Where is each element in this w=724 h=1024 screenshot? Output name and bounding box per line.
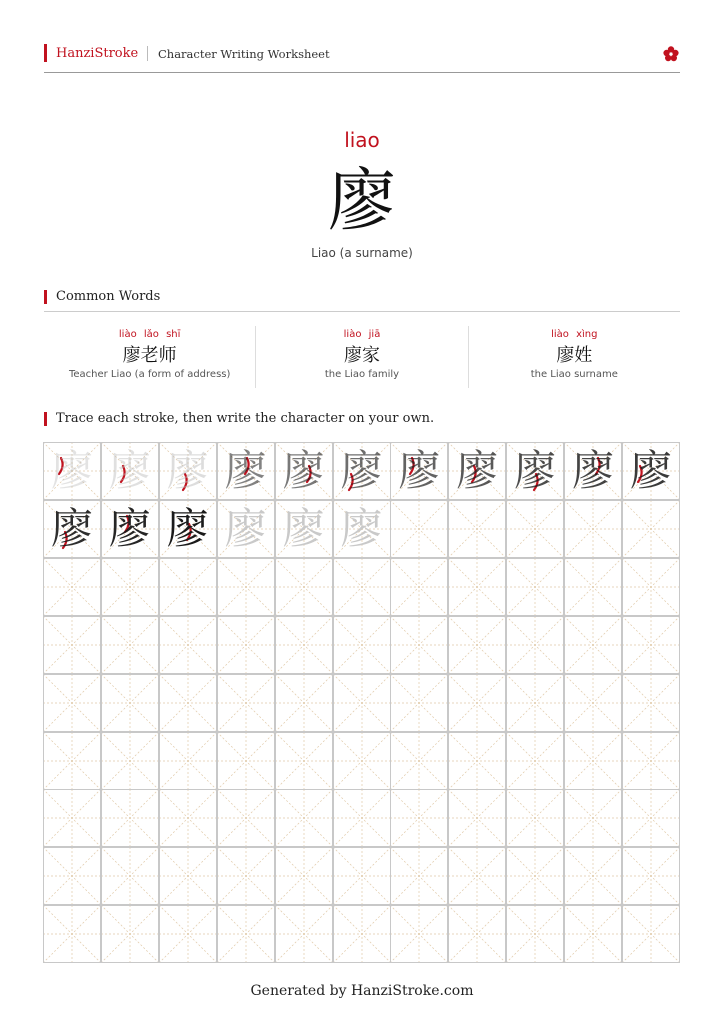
cell-guide-lines — [275, 558, 333, 616]
cell-guide-lines — [506, 500, 564, 558]
practice-cell[interactable] — [333, 674, 391, 732]
practice-cell[interactable] — [101, 674, 159, 732]
cell-guide-lines — [333, 847, 391, 905]
stroke-step-character: 廖 — [166, 503, 209, 553]
cell-guide-lines — [333, 905, 391, 963]
cell-guide-lines — [448, 616, 506, 674]
cell-guide-lines — [622, 616, 680, 674]
cell-guide-lines — [448, 789, 506, 847]
common-words-title: Common Words — [56, 289, 161, 304]
cell-guide-lines — [390, 789, 448, 847]
cell-guide-lines — [159, 674, 217, 732]
word-hanzi: 廖家 — [343, 345, 380, 366]
cell-guide-lines — [217, 732, 275, 790]
practice-cell[interactable] — [622, 905, 680, 963]
cell-guide-lines — [43, 616, 101, 674]
cell-guide-lines — [159, 616, 217, 674]
practice-cell[interactable] — [506, 500, 564, 558]
practice-cell[interactable] — [101, 732, 159, 790]
stroke-step-character: 廖 — [629, 446, 672, 495]
stroke-step-character: 廖 — [224, 446, 267, 495]
practice-cell[interactable] — [159, 616, 217, 674]
practice-cell[interactable] — [275, 616, 333, 674]
page-header — [44, 44, 680, 64]
cell-guide-lines — [506, 847, 564, 905]
practice-cell[interactable] — [506, 558, 564, 616]
common-words-list — [44, 326, 680, 388]
cell-guide-lines — [101, 789, 159, 847]
practice-cell[interactable] — [448, 674, 506, 732]
practice-cell[interactable] — [43, 558, 101, 616]
word-item — [468, 326, 680, 388]
cell-guide-lines — [101, 905, 159, 963]
practice-cell[interactable] — [506, 442, 564, 500]
cell-guide-lines — [390, 616, 448, 674]
cell-guide-lines — [43, 732, 101, 790]
cell-guide-lines — [159, 558, 217, 616]
practice-cell[interactable] — [217, 558, 275, 616]
character-meaning: Liao (a surname) — [311, 246, 413, 260]
practice-cell[interactable] — [622, 847, 680, 905]
practice-cell[interactable] — [101, 789, 159, 847]
practice-cell[interactable] — [159, 847, 217, 905]
practice-cell[interactable] — [217, 616, 275, 674]
practice-cell[interactable] — [564, 442, 622, 500]
header-accent-bar — [44, 44, 47, 62]
cell-guide-lines — [101, 558, 159, 616]
practice-cell[interactable] — [506, 674, 564, 732]
cell-guide-lines — [275, 732, 333, 790]
practice-cell[interactable] — [217, 905, 275, 963]
practice-cell[interactable] — [275, 500, 333, 558]
cell-guide-lines — [101, 847, 159, 905]
cell-guide-lines — [275, 905, 333, 963]
practice-cell[interactable] — [43, 905, 101, 963]
word-item — [44, 326, 255, 388]
stroke-step-character: 廖 — [572, 446, 615, 495]
practice-cell[interactable] — [448, 847, 506, 905]
practice-cell[interactable] — [275, 905, 333, 963]
cell-guide-lines — [390, 905, 448, 963]
practice-cell[interactable] — [448, 442, 506, 500]
practice-cell[interactable] — [333, 789, 391, 847]
cell-guide-lines — [622, 905, 680, 963]
practice-cell[interactable] — [275, 442, 333, 500]
word-pinyin: liào xìng — [551, 329, 598, 340]
cell-guide-lines — [43, 905, 101, 963]
cell-guide-lines — [159, 905, 217, 963]
cell-guide-lines — [506, 789, 564, 847]
header-separator — [147, 46, 148, 61]
worksheet-subtitle: Character Writing Worksheet — [158, 47, 330, 61]
practice-cell[interactable] — [506, 847, 564, 905]
practice-cell[interactable] — [333, 558, 391, 616]
cell-guide-lines — [390, 847, 448, 905]
cell-guide-lines — [448, 732, 506, 790]
plum-blossom-icon — [662, 45, 680, 63]
word-hanzi: 廖老师 — [122, 345, 177, 366]
practice-grid — [43, 442, 680, 964]
practice-cell[interactable] — [622, 558, 680, 616]
practice-cell[interactable] — [101, 500, 159, 558]
practice-cell[interactable] — [622, 789, 680, 847]
practice-cell[interactable] — [622, 500, 680, 558]
brand-name: HanziStroke — [56, 46, 139, 61]
practice-cell[interactable] — [390, 905, 448, 963]
practice-cell[interactable] — [159, 732, 217, 790]
cell-guide-lines — [159, 847, 217, 905]
cell-guide-lines — [333, 789, 391, 847]
character-pinyin: liao — [344, 128, 380, 152]
cell-guide-lines — [564, 674, 622, 732]
word-english: Teacher Liao (a form of address) — [68, 369, 231, 380]
practice-cell[interactable] — [390, 558, 448, 616]
practice-cell[interactable] — [333, 616, 391, 674]
cell-guide-lines — [333, 616, 391, 674]
stroke-step-character: 廖 — [340, 446, 383, 495]
practice-cell[interactable] — [390, 789, 448, 847]
practice-cell[interactable] — [622, 732, 680, 790]
cell-guide-lines — [217, 905, 275, 963]
practice-cell[interactable] — [333, 442, 391, 500]
practice-cell[interactable] — [101, 847, 159, 905]
practice-cell[interactable] — [333, 847, 391, 905]
practice-cell[interactable] — [159, 558, 217, 616]
practice-cell[interactable] — [390, 732, 448, 790]
word-item — [255, 326, 467, 388]
cell-guide-lines — [43, 847, 101, 905]
cell-guide-lines — [622, 789, 680, 847]
practice-cell[interactable] — [43, 442, 101, 500]
cell-guide-lines — [506, 905, 564, 963]
practice-cell[interactable] — [333, 500, 391, 558]
cell-guide-lines — [564, 616, 622, 674]
cell-guide-lines — [390, 558, 448, 616]
cell-guide-lines — [101, 616, 159, 674]
practice-cell[interactable] — [506, 616, 564, 674]
practice-cell[interactable] — [448, 905, 506, 963]
practice-cell[interactable] — [564, 558, 622, 616]
practice-cell[interactable] — [159, 789, 217, 847]
practice-cell[interactable] — [564, 789, 622, 847]
cell-guide-lines — [448, 905, 506, 963]
practice-cell[interactable] — [390, 847, 448, 905]
cell-guide-lines — [506, 674, 564, 732]
trace-character: 廖 — [340, 503, 383, 553]
stroke-step-character: 廖 — [514, 446, 557, 495]
practice-cell[interactable] — [217, 847, 275, 905]
cell-guide-lines — [564, 558, 622, 616]
stroke-step-character: 廖 — [108, 446, 151, 495]
practice-cell[interactable] — [506, 789, 564, 847]
practice-cell[interactable] — [275, 558, 333, 616]
cell-guide-lines — [622, 500, 680, 558]
stroke-step-character: 廖 — [456, 446, 499, 495]
practice-cell[interactable] — [275, 847, 333, 905]
practice-cell[interactable] — [333, 732, 391, 790]
cell-guide-lines — [622, 847, 680, 905]
stroke-step-character: 廖 — [166, 446, 209, 495]
cell-guide-lines — [43, 674, 101, 732]
practice-cell[interactable] — [333, 905, 391, 963]
cell-guide-lines — [333, 558, 391, 616]
stroke-step-character: 廖 — [50, 503, 93, 553]
practice-cell[interactable] — [622, 442, 680, 500]
cell-guide-lines — [564, 500, 622, 558]
cell-guide-lines — [217, 616, 275, 674]
cell-guide-lines — [622, 674, 680, 732]
cell-guide-lines — [564, 789, 622, 847]
cell-guide-lines — [390, 732, 448, 790]
practice-cell[interactable] — [275, 732, 333, 790]
practice-cell[interactable] — [275, 789, 333, 847]
word-pinyin: liào lǎo shī — [118, 329, 181, 340]
cell-guide-lines — [448, 674, 506, 732]
practice-cell[interactable] — [101, 616, 159, 674]
practice-cell[interactable] — [275, 674, 333, 732]
practice-cell[interactable] — [564, 905, 622, 963]
cell-guide-lines — [217, 558, 275, 616]
practice-cell[interactable] — [564, 674, 622, 732]
practice-cell[interactable] — [448, 789, 506, 847]
cell-guide-lines — [564, 905, 622, 963]
section-divider — [44, 311, 680, 312]
practice-cell[interactable] — [43, 732, 101, 790]
cell-guide-lines — [217, 674, 275, 732]
practice-cell[interactable] — [101, 558, 159, 616]
cell-guide-lines — [275, 847, 333, 905]
practice-cell[interactable] — [448, 732, 506, 790]
stroke-step-character: 廖 — [108, 503, 151, 553]
practice-cell[interactable] — [564, 732, 622, 790]
cell-guide-lines — [622, 558, 680, 616]
cell-guide-lines — [622, 732, 680, 790]
cell-guide-lines — [506, 558, 564, 616]
cell-guide-lines — [275, 674, 333, 732]
trace-character: 廖 — [282, 503, 325, 553]
practice-cell[interactable] — [43, 674, 101, 732]
practice-cell[interactable] — [564, 500, 622, 558]
cell-guide-lines — [448, 847, 506, 905]
section-accent-bar — [44, 290, 47, 304]
practice-instruction: Trace each stroke, then write the character on your own. — [56, 411, 435, 426]
word-pinyin: liào jiā — [343, 329, 381, 340]
practice-cell[interactable] — [217, 674, 275, 732]
practice-cell[interactable] — [390, 616, 448, 674]
cell-guide-lines — [275, 789, 333, 847]
cell-guide-lines — [506, 732, 564, 790]
trace-character: 廖 — [224, 503, 267, 553]
cell-guide-lines — [333, 732, 391, 790]
stroke-step-character: 廖 — [398, 446, 441, 495]
practice-cell[interactable] — [43, 500, 101, 558]
cell-guide-lines — [275, 616, 333, 674]
cell-guide-lines — [43, 789, 101, 847]
cell-guide-lines — [159, 789, 217, 847]
practice-cell[interactable] — [101, 442, 159, 500]
practice-cell[interactable] — [217, 732, 275, 790]
practice-cell[interactable] — [217, 500, 275, 558]
stroke-step-character: 廖 — [50, 446, 93, 495]
cell-guide-lines — [390, 674, 448, 732]
cell-guide-lines — [159, 732, 217, 790]
practice-cell[interactable] — [159, 500, 217, 558]
practice-cell[interactable] — [448, 558, 506, 616]
cell-guide-lines — [101, 732, 159, 790]
cell-guide-lines — [564, 732, 622, 790]
header-divider — [44, 72, 680, 73]
practice-cell[interactable] — [159, 442, 217, 500]
practice-cell[interactable] — [159, 674, 217, 732]
cell-guide-lines — [333, 674, 391, 732]
practice-cell[interactable] — [101, 905, 159, 963]
practice-cell[interactable] — [43, 847, 101, 905]
practice-cell[interactable] — [159, 905, 217, 963]
cell-guide-lines — [43, 558, 101, 616]
cell-guide-lines — [390, 500, 448, 558]
practice-cell[interactable] — [217, 789, 275, 847]
practice-cell[interactable] — [622, 616, 680, 674]
cell-guide-lines — [101, 674, 159, 732]
practice-cell[interactable] — [217, 442, 275, 500]
stroke-step-character: 廖 — [282, 446, 325, 495]
practice-cell[interactable] — [506, 732, 564, 790]
cell-guide-lines — [506, 616, 564, 674]
main-character: 廖 — [327, 162, 396, 241]
word-hanzi: 廖姓 — [556, 345, 593, 366]
word-english: the Liao family — [324, 369, 400, 380]
practice-cell[interactable] — [564, 847, 622, 905]
practice-cell[interactable] — [622, 674, 680, 732]
cell-guide-lines — [448, 500, 506, 558]
footer-credit: Generated by HanziStroke.com — [250, 983, 474, 999]
practice-cell[interactable] — [390, 442, 448, 500]
word-english: the Liao surname — [530, 369, 618, 380]
cell-guide-lines — [448, 558, 506, 616]
practice-cell[interactable] — [390, 500, 448, 558]
practice-cell[interactable] — [43, 789, 101, 847]
practice-cell[interactable] — [448, 500, 506, 558]
practice-cell[interactable] — [43, 616, 101, 674]
practice-cell[interactable] — [564, 616, 622, 674]
cell-guide-lines — [217, 789, 275, 847]
cell-guide-lines — [564, 847, 622, 905]
practice-cell[interactable] — [448, 616, 506, 674]
cell-guide-lines — [217, 847, 275, 905]
section-accent-bar — [44, 412, 47, 426]
practice-cell[interactable] — [506, 905, 564, 963]
practice-cell[interactable] — [390, 674, 448, 732]
